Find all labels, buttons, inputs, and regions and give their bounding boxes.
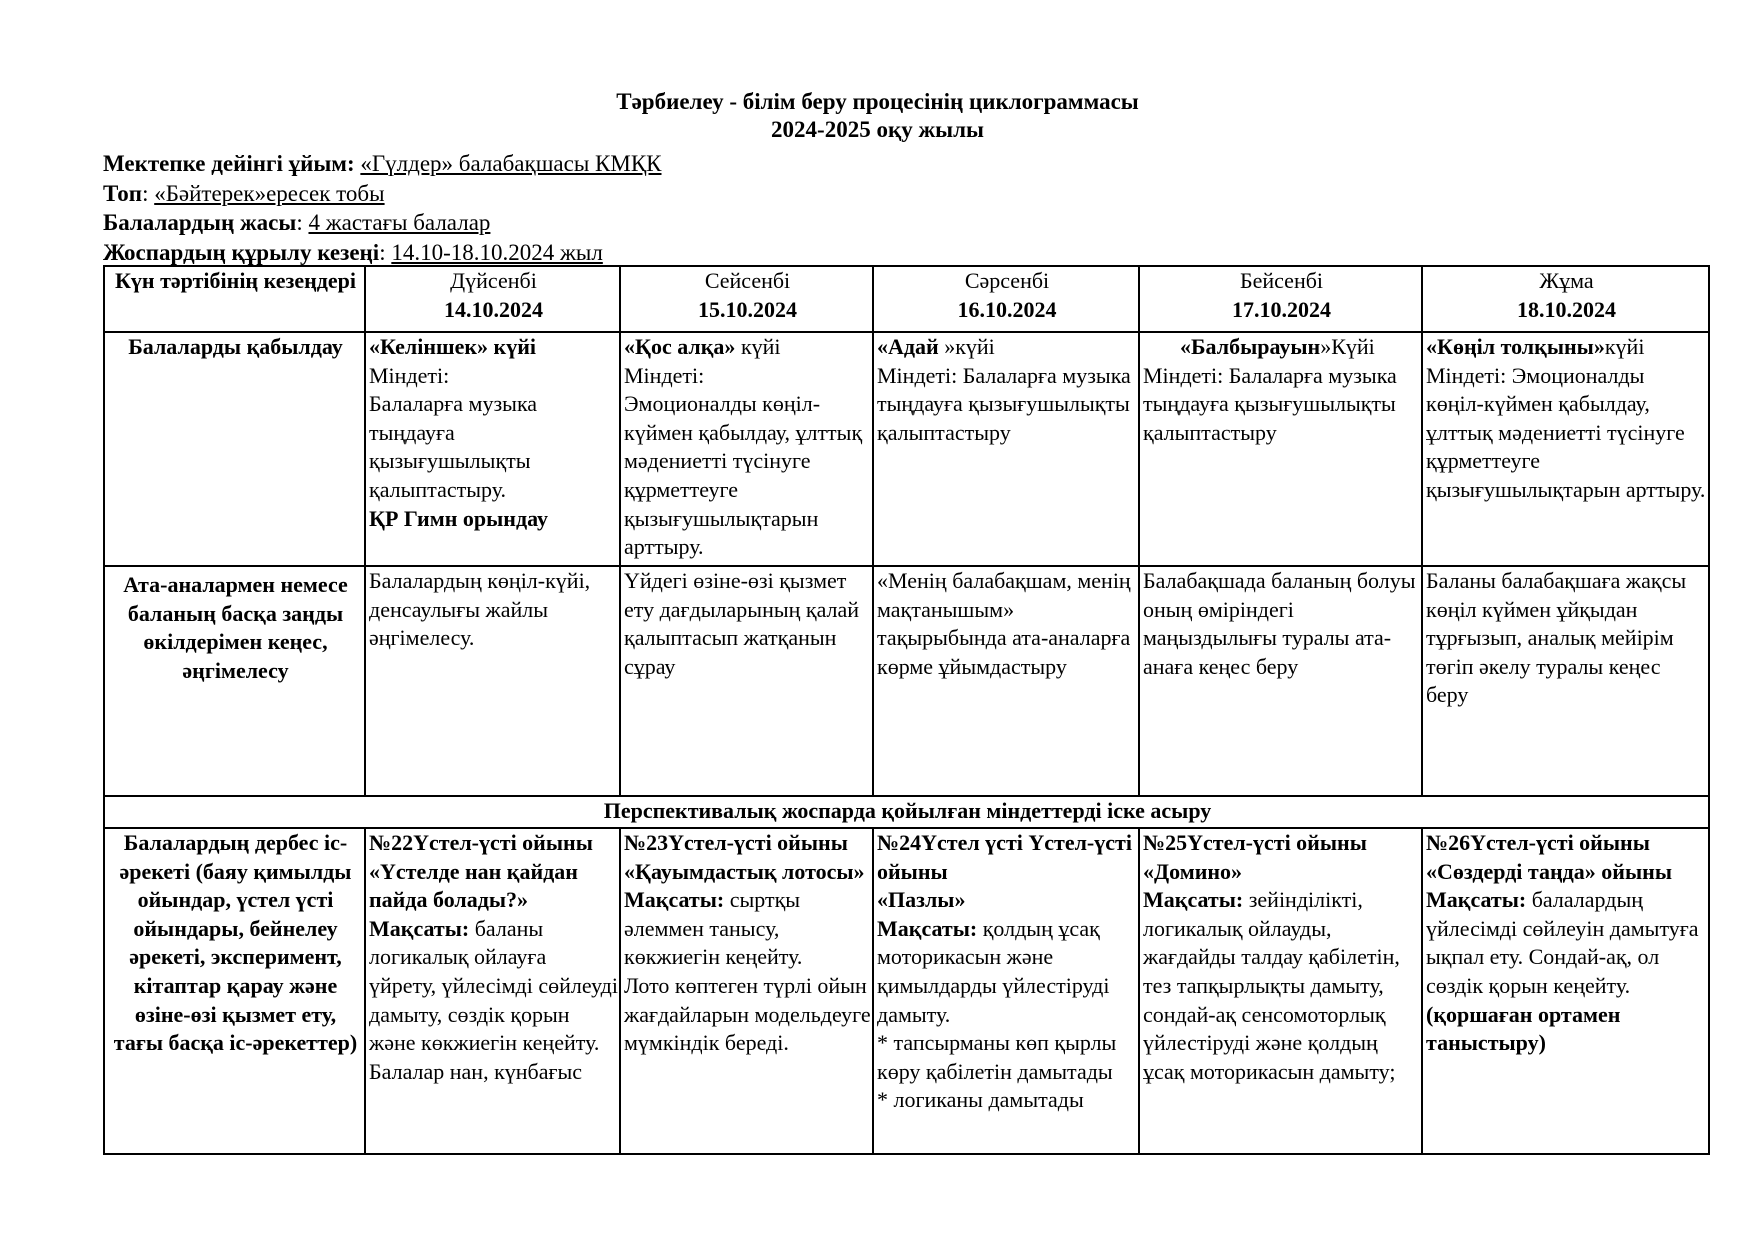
day-header-tuesday (620, 266, 873, 332)
cell-text: Міндеті: Балаларға музыка тыңдауға қызығушылықты қалыптастыру (1143, 362, 1397, 445)
day-header-friday (1422, 266, 1709, 332)
reception-cell-monday (365, 332, 620, 566)
activity-cell-wednesday (873, 828, 1139, 1154)
cell-subtitle: «Домино» (1143, 858, 1243, 884)
meta-value: 4 жастағы балалар (308, 210, 491, 235)
day-name: Дүйсенбі (450, 268, 537, 293)
row-label-activity: Балалардың дербес іс-әрекеті (баяу қимылды ойындар, үстел үсті ойындары, бейнелеу әрекеті, эксперимент, кітаптар қарау және өзіне-өзі қызмет ету, тағы басқа іс-әрекеттер) (104, 828, 365, 1154)
reception-row (104, 332, 1709, 566)
cell-text: Міндеті: (369, 362, 450, 388)
goal-text: зейінділікті, логикалық ойлауды, жағдайды талдау қабілетін, тез тапқырлықты дамыту, сондай-ақ сенсомоторлық үйлестіруді және қолдың ұсақ моторикасын дамыту; (1143, 887, 1400, 1084)
cell-title: «Келіншек» күйі (369, 334, 536, 359)
cell-extra: ҚР Гимн орындау (369, 505, 548, 531)
cell-subtitle: «Үстелде нан қайдан пайда болады?» (369, 858, 578, 913)
activity-cell-monday (365, 828, 620, 1154)
cell-extra: Лото көптеген түрлі ойын жағдайларын модельдеуге мүмкіндік береді. (624, 972, 871, 1056)
activity-cell-thursday (1139, 828, 1422, 1154)
parents-cell-friday: Баланы балабақшаға жақсы көңіл күймен ұйқыдан тұрғызып, аналық мейірім төгіп әкелу туралы кеңес беру (1422, 566, 1709, 796)
section-row (104, 796, 1709, 828)
day-date: 15.10.2024 (698, 296, 797, 322)
cell-title-suffix: »Күйі (1320, 334, 1375, 359)
day-date: 17.10.2024 (1232, 296, 1331, 322)
corner-header: Күн тәртібінің кезеңдері (104, 266, 365, 332)
row-label-parents: Ата-аналармен немесе баланың басқа заңды өкілдерімен кеңес, әңгімелесу (104, 566, 365, 796)
activity-cell-tuesday (620, 828, 873, 1154)
cell-title: №23Үстел-үсті ойыны (624, 830, 848, 855)
schedule-table (103, 265, 1710, 1155)
reception-cell-friday (1422, 332, 1709, 566)
meta-organization (103, 149, 662, 179)
cell-title: «Балбырауын (1180, 334, 1321, 359)
row-label-reception: Балаларды қабылдау (104, 332, 365, 566)
meta-separator: : (142, 180, 155, 206)
cell-text: Балаларға музыка тыңдауға қызығушылықты қалыптастыру. (369, 391, 538, 502)
cell-title: №25Үстел-үсті ойыны (1143, 830, 1367, 855)
cell-title-suffix: күйі (735, 334, 781, 359)
section-title: Перспективалық жоспарда қойылған міндеттерді іске асыру (104, 796, 1709, 828)
day-header-wednesday (873, 266, 1139, 332)
cell-title: №22Үстел-үсті ойыны (369, 830, 593, 855)
meta-value: «Гүлдер» балабақшасы КМҚК (360, 151, 662, 176)
day-header-thursday (1139, 266, 1422, 332)
meta-label: Топ (103, 180, 143, 206)
cell-title-suffix: »күйі (938, 334, 995, 359)
parents-cell-thursday: Балабақшада баланың болуы оның өміріндегі маңыздылығы туралы ата-анаға кеңес беру (1139, 566, 1422, 796)
day-date: 14.10.2024 (444, 296, 543, 322)
reception-cell-thursday (1139, 332, 1422, 566)
day-name: Бейсенбі (1239, 268, 1324, 293)
parents-cell-monday: Балалардың көңіл-күйі, денсаулығы жайлы әңгімелесу. (365, 566, 620, 796)
title-line-1: Тәрбиелеу - білім беру процесінің циклограммасы (616, 89, 1139, 114)
goal-label: Мақсаты: (1143, 887, 1244, 913)
day-name: Сейсенбі (704, 268, 791, 293)
goal-text: қолдың ұсақ моторикасын және қимылдарды үйлестіруді дамыту. (877, 915, 1110, 1027)
page-title (0, 88, 1755, 144)
cell-text: Міндеті: Балаларға музыка тыңдауға қызығушылықты қалыптастыру (877, 362, 1131, 445)
cell-title-suffix: күйі (1604, 334, 1645, 359)
meta-separator: : (296, 210, 309, 235)
cell-title: «Қос алқа» (624, 334, 736, 359)
meta-period (103, 238, 662, 268)
cell-title: «Адай (877, 334, 939, 359)
activity-cell-friday (1422, 828, 1709, 1154)
meta-label: Балалардың жасы (103, 210, 297, 235)
reception-cell-tuesday (620, 332, 873, 566)
table-header-row (104, 266, 1709, 332)
goal-text: сыртқы әлеммен танысу, көкжиегін кеңейту. (624, 887, 803, 970)
day-name: Жұма (1539, 268, 1594, 293)
cell-text: Міндеті: (624, 362, 705, 388)
goal-label: Мақсаты: (1426, 887, 1527, 913)
meta-label: Жоспардың құрылу кезеңі (103, 239, 380, 265)
goal-text: балалардың үйлесімді сөйлеуін дамытуға ықпал ету. Сондай-ақ, ол сөздік қорын кеңейту. (1426, 887, 1699, 998)
goal-label: Мақсаты: (877, 915, 978, 941)
meta-age (103, 208, 662, 238)
meta-separator: : (379, 239, 392, 265)
cell-text: Міндеті: Эмоционалды көңіл-күймен қабылдау, ұлттық мәдениетті түсінуге құрметтеуге қызығушылықтарын арттыру. (1426, 362, 1706, 502)
goal-label: Мақсаты: (624, 887, 725, 913)
meta-value: 14.10-18.10.2024 жыл (391, 239, 603, 265)
meta-value: «Бәйтерек»ересек тобы (154, 180, 385, 206)
cell-subtitle: «Қауымдастық лотосы» (624, 858, 865, 884)
parents-row (104, 566, 1709, 796)
reception-cell-wednesday (873, 332, 1139, 566)
document-meta (103, 149, 662, 267)
cell-text: Эмоционалды көңіл-күймен қабылдау, ұлттық мәдениетті түсінуге құрметтеуге қызығушылықтарын арттыру. (624, 391, 863, 560)
day-date: 16.10.2024 (957, 296, 1057, 322)
goal-label: Мақсаты: (369, 915, 470, 941)
day-header-monday (365, 266, 620, 332)
day-name: Сәрсенбі (964, 268, 1050, 293)
cell-title: «Көңіл толқыны» (1426, 334, 1605, 359)
cell-subtitle: «Сөздерді таңда» ойыны (1426, 858, 1672, 884)
cell-extra: Балалар нан, күнбағыс (369, 1058, 583, 1084)
activity-row (104, 828, 1709, 1154)
goal-text: баланы логикалық ойлауға үйрету, үйлесімді сөйлеуді дамыту, сөздік қорын және көкжиегін кеңейту. (369, 915, 618, 1056)
meta-label: Мектепке дейінгі ұйым: (103, 151, 355, 176)
cell-subtitle: «Пазлы» (877, 887, 966, 913)
cell-extra: * тапсырманы көп қырлы көру қабілетін дамытады (877, 1030, 1117, 1084)
meta-group (103, 179, 662, 209)
day-date: 18.10.2024 (1517, 296, 1616, 322)
title-line-2: 2024-2025 оқу жылы (771, 117, 984, 142)
parents-cell-wednesday: «Менің балабақшам, менің мақтанышым» тақырыбында ата-аналарға көрме ұйымдастыру (873, 566, 1139, 796)
cell-extra-2: * логиканы дамытады (877, 1087, 1084, 1113)
cell-title: №24Үстел үсті Үстел-үсті ойыны (877, 830, 1132, 884)
cell-title: №26Үстел-үсті ойыны (1426, 830, 1650, 855)
parents-cell-tuesday: Үйдегі өзіне-өзі қызмет ету дағдыларының қалай қалыптасып жатқанын сұрау (620, 566, 873, 796)
cell-extra: (қоршаған ортамен таныстыру) (1426, 1001, 1621, 1056)
